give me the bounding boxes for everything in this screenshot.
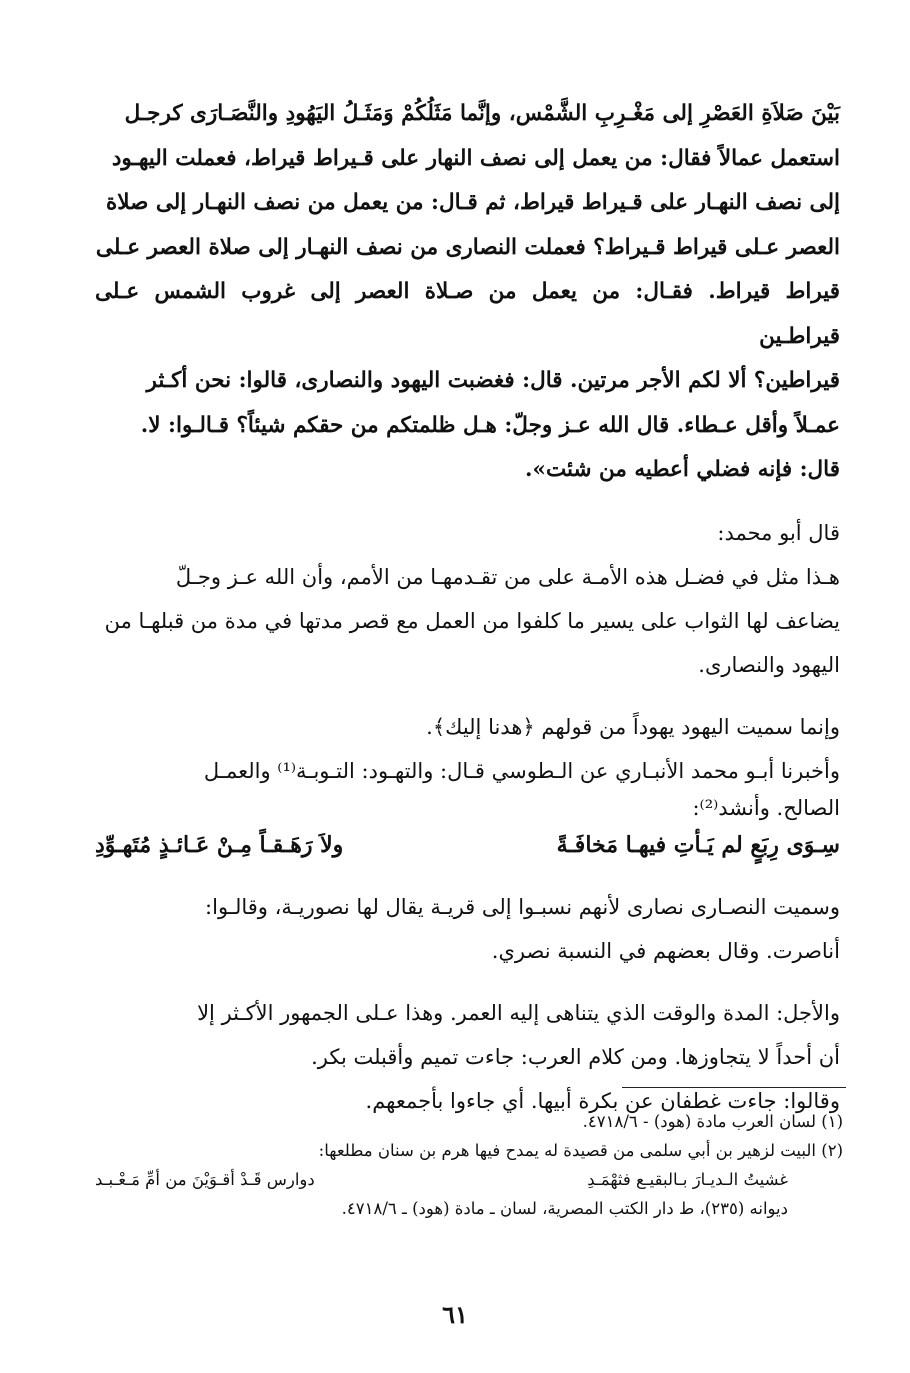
tusi-line: وأخبرنا أبـو محمد الأنبـاري عن الـطوسي قـال: والتهـود: التـوبـة⁽¹⁾ والعمـل (203, 758, 840, 783)
ajal-line: أن أحداً لا يتجاوزها. ومن كلام العرب: جاءت تميم وأقبلت بكر. (311, 1044, 840, 1069)
footnote-2-verse (95, 1165, 843, 1194)
ajal-paragraph (95, 991, 840, 1079)
footnotes (95, 1107, 843, 1223)
spacer (95, 687, 840, 705)
tusi-paragraph (95, 749, 840, 823)
footnote-1: (١) لسان العرب مادة (هود) - ٤٧١٨/٦. (582, 1112, 843, 1131)
tusi-line: الصالح. وأنشد⁽²⁾: (692, 795, 840, 820)
footnote-verse-second-hemistich: دوارس قَـدْ أقـوَيْنَ من أمِّ مَـعْـبـد (95, 1170, 315, 1189)
hadith-line: قيراطين؟ ألا لكم الأجر مرتين. قال: فغضبت اليهود والنصارى، قالوا: نحن أكـثر (146, 368, 840, 393)
page-body (95, 92, 840, 1123)
commentary-line: اليهود والنصارى. (698, 652, 840, 677)
verse-second-hemistich: ولاَ رَهَـقـاً مِـنْ عَـائـذٍ مُتَهـوِّدِ (95, 831, 344, 858)
footnote-2-intro: (٢) البيت لزهير بن أبي سلمى من قصيدة له يمدح فيها هرم بن سنان مطلعها: (318, 1141, 843, 1160)
ajal-line: والأجل: المدة والوقت الذي يتناهى إليه العمر. وهذا عـلى الجمهور الأكـثر إلا (197, 1000, 840, 1025)
hadith-paragraph (95, 92, 840, 493)
hadith-line: عمـلاً وأقل عـطاء. قال الله عـز وجلّ: هـل ظلمتكم من حقكم شيئاً؟ قـالـوا: لا. (140, 412, 840, 438)
hadith-line: العصر عـلى قيراط قـيراط؟ فعملت النصارى من نصف النهـار إلى صلاة العصر عـلى (95, 234, 840, 260)
verse-first-hemistich: سِـوَى رِبَعٍ لم يَـأتِ فيهـا مَخافَـةً (556, 831, 840, 858)
yahud-paragraph: وإنما سميت اليهود يهوداً من قولهم ﴿هدنا إليك﴾. (426, 714, 840, 739)
nasara-paragraph (95, 885, 840, 973)
commentary-paragraph (95, 555, 840, 687)
page-number: ٦١ (442, 1300, 468, 1329)
footnote-separator (622, 1087, 846, 1088)
ghatafan-paragraph: وقالوا: جاءت غطفان عن بكرة أبيها. أي جاءوا بأجمعهم. (365, 1088, 840, 1113)
hadith-line: قيراط قيراط. فقـال: من يعمل من صـلاة العصر إلى غروب الشمس عـلى قيراطـين (95, 279, 840, 349)
footnote-verse-first-hemistich: غشيتُ الـديـارَ بـالبقيـع فثهْمَـدِ (587, 1170, 788, 1189)
spacer (95, 867, 840, 885)
author-label: قال أبو محمد: (717, 520, 840, 545)
spacer (95, 973, 840, 991)
footnote-2-source: ديوانه (٢٣٥)، ط دار الكتب المصرية، لسان ـ مادة (هود) ـ ٤٧١٨/٦. (341, 1199, 788, 1218)
nasara-line: وسميت النصـارى نصارى لأنهم نسبـوا إلى قريـة يقال لها نصوريـة، وقالـوا: (205, 894, 840, 919)
commentary-line: هـذا مثل في فضـل هذه الأمـة على من تقـدمهـا من الأمم، وأن الله عـز وجـلّ (175, 564, 840, 589)
hadith-line: بَيْنَ صَلاَةِ العَصْرِ إلى مَغْـرِبِ الشَّمْس، وإنَّما مَثَلُكُمْ وَمَثَـلُ اليَهُودِ والنَّصَـارَى كرجـل (124, 101, 840, 126)
hadith-line: استعمل عمالاً فقال: من يعمل إلى نصف النهار على قـيراط قيراط، فعملت اليهـود (111, 145, 840, 171)
commentary-line: يضاعف لها الثواب على يسير ما كلفوا من العمل مع قصر مدتها في مدة من قبلهـا من (104, 608, 840, 633)
hadith-line: إلى نصف النهـار على قـيراط قيراط، ثم قـال: من يعمل من نصف النهـار إلى صلاة (106, 190, 840, 215)
hadith-line: قال: فإنه فضلي أعطيه من شئت». (525, 457, 840, 482)
nasara-line: أناصرت. وقال بعضهم في النسبة نصري. (491, 938, 840, 963)
poetry-verse (95, 823, 840, 867)
spacer (95, 493, 840, 511)
